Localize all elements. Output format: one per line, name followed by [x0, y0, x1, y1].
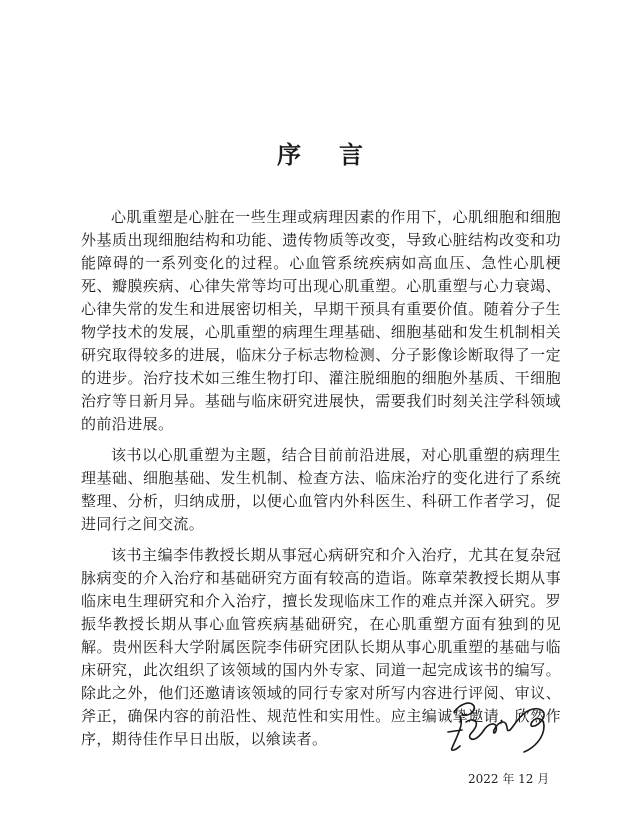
preface-date: 2022 年 12 月 [468, 772, 550, 786]
handwritten-signature-icon [440, 690, 560, 760]
paragraph: 心肌重塑是心脏在一些生理或病理因素的作用下，心肌细胞和细胞外基质出现细胞结构和功能、遗传物质等改变，导致心脏结构改变和功能障碍的一系列变化的过程。心血管系统疾病如高血压、急性心肌梗死、瓣膜疾病、心律失常等均可出现心肌重塑。心肌重塑与心力衰竭、心律失常的发生和进展密切相关，早期干预具有重要价值。随着分子生物学技术的发展，心肌重塑的病理生理基础、细胞基础和发生机制相关研究取得较多的进展，临床分子标志物检测、分子影像诊断取得了一定的进步。治疗技术如三维生物打印、灌注脱细胞的细胞外基质、干细胞治疗等日新月异。基础与临床研究进展快，需要我们时刻关注学科领域的前沿进展。 [81, 208, 561, 433]
preface-body [81, 206, 561, 759]
page-title: 序言 [277, 140, 401, 169]
paragraph: 该书以心肌重塑为主题，结合目前前沿进展，对心肌重塑的病理生理基础、细胞基础、发生机制、检查方法、临床治疗的变化进行了系统整理、分析，归纳成册，以便心血管内外科医生、科研工作者学习，促进同行之间交流。 [81, 446, 561, 533]
paragraph: 该书主编李伟教授长期从事冠心病研究和介入治疗，尤其在复杂冠脉病变的介入治疗和基础研究方面有较高的造诣。陈章荣教授长期从事临床电生理研究和介入治疗，擅长发现临床工作的难点并深入研究。罗振华教授长期从事心血管疾病基础研究，在心肌重塑方面有独到的见解。贵州医科大学附属医院李伟研究团队长期从事心肌重塑的基础与临床研究，此次组织了该领域的国内外专家、同道一起完成该书的编写。除此之外，他们还邀请该领域的同行专家对所写内容进行评阅、审议、斧正，确保内容的前沿性、规范性和实用性。应主编诚挚邀请，欣然作序，期待佳作早日出版，以飨读者。 [81, 546, 561, 748]
